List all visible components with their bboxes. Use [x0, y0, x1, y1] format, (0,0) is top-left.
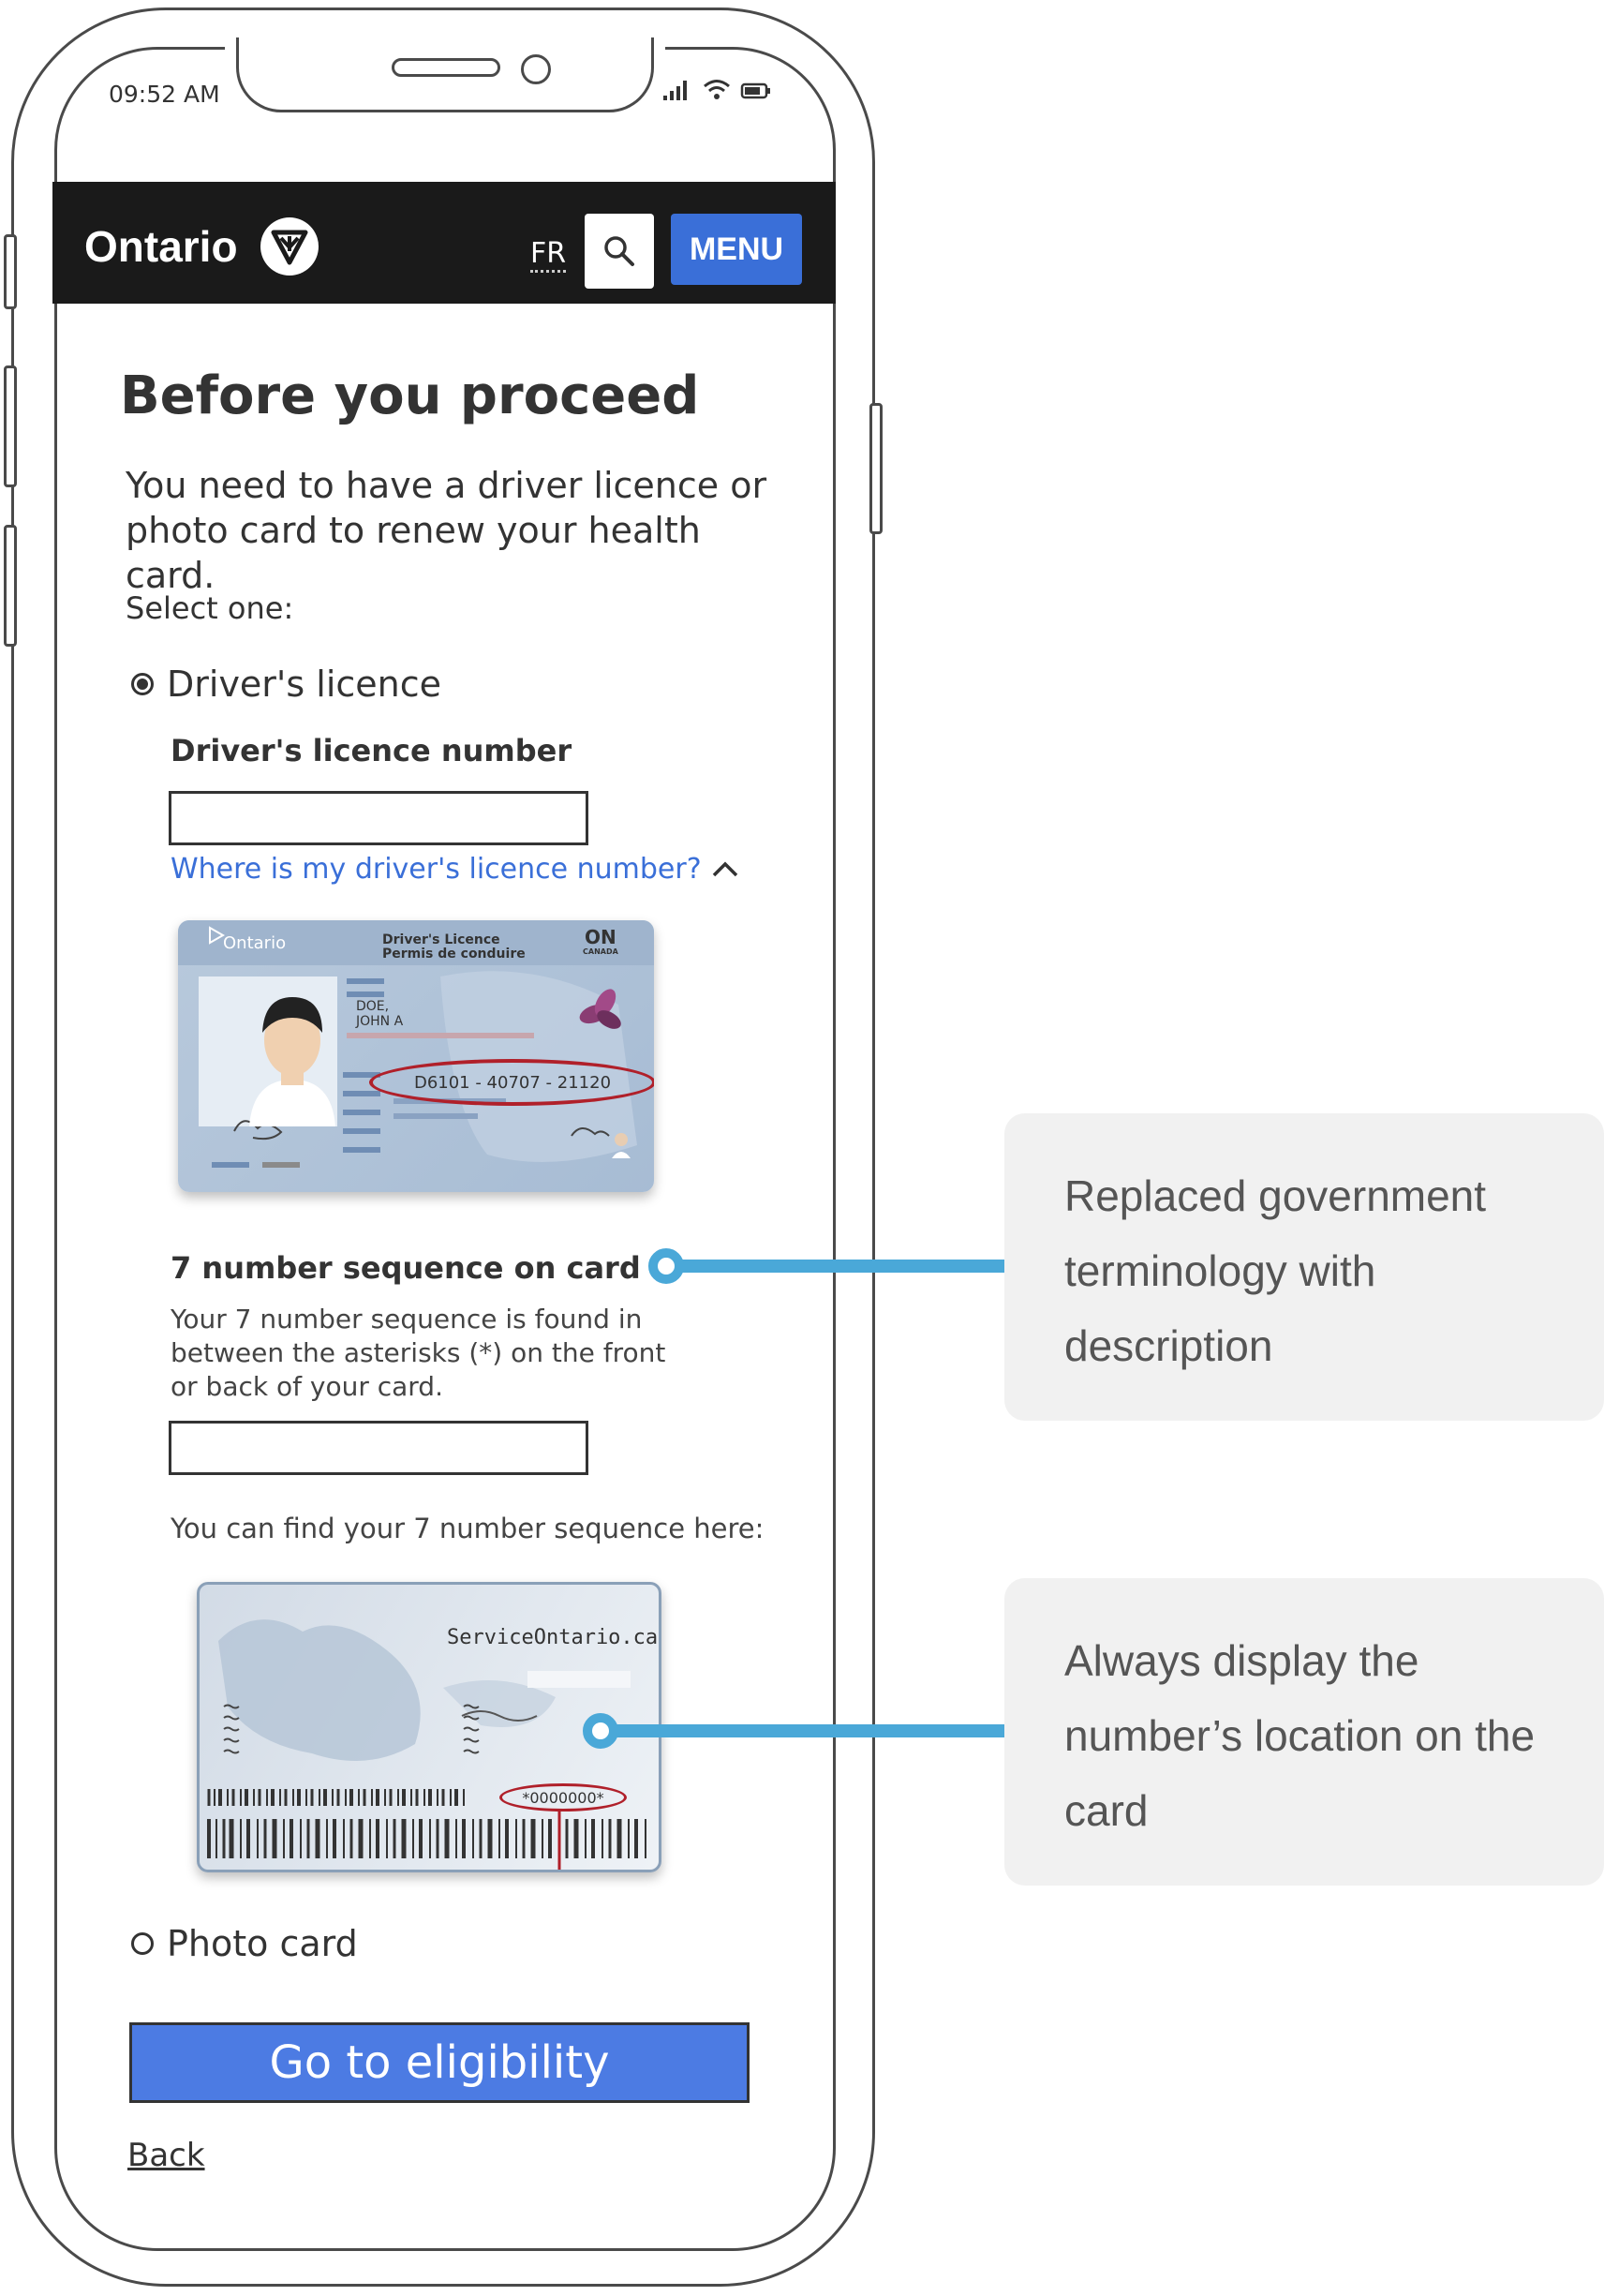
ghost-photo	[609, 1130, 633, 1158]
radio-unselected-icon[interactable]	[131, 1932, 154, 1955]
radio-photo-card[interactable]	[131, 1923, 358, 1964]
speaker	[392, 58, 500, 77]
search-icon	[602, 233, 637, 269]
front-camera	[521, 54, 551, 84]
sequence-input[interactable]	[169, 1421, 588, 1475]
trillium-logo-icon	[260, 217, 319, 276]
mute-switch	[4, 234, 17, 309]
radio-label: Photo card	[167, 1923, 358, 1964]
annotation-dot-2	[583, 1713, 618, 1749]
page-title: Before you proceed	[120, 365, 700, 426]
power-button	[869, 403, 883, 534]
licence-number-highlight: D6101 - 40707 - 21120	[369, 1059, 654, 1106]
go-to-eligibility-button[interactable]: Go to eligibility	[129, 2022, 750, 2103]
status-icons	[661, 77, 772, 101]
barcode-bottom	[209, 1819, 646, 1858]
volume-up-button	[4, 365, 17, 487]
licence-number-label: Driver's licence number	[171, 733, 572, 768]
select-label: Select one:	[126, 590, 294, 626]
radio-label: Driver's licence	[167, 663, 441, 705]
annotation-note-2: Always display the number’s location on the card	[1004, 1578, 1604, 1886]
card-name: DOE, JOHN A	[356, 999, 404, 1029]
search-button[interactable]	[585, 214, 654, 289]
licence-number-input[interactable]	[169, 791, 588, 845]
annotation-connector-2	[596, 1724, 1004, 1737]
ontario-logo-text[interactable]: Ontario	[84, 222, 238, 271]
trillium-flower-icon	[572, 980, 628, 1036]
intro-text: You need to have a driver licence or photo card to renew your health card.	[126, 465, 767, 596]
find-sequence-text: You can find your 7 number sequence here:	[171, 1513, 765, 1544]
radio-selected-icon[interactable]	[131, 673, 154, 695]
annotation-dot-1	[648, 1248, 684, 1284]
sequence-highlight: *0000000*	[499, 1783, 627, 1811]
sequence-help-text: Your 7 number sequence is found in between the asterisks (*) on the front or back of your card.	[171, 1304, 666, 1402]
annotation-connector-1	[667, 1260, 1004, 1273]
signal-icon	[661, 77, 693, 101]
barcode-top	[209, 1789, 464, 1806]
service-ontario-url: ServiceOntario.ca	[447, 1626, 659, 1649]
licence-help-link[interactable]	[171, 853, 739, 886]
help-link-label[interactable]: Where is my driver's licence number?	[171, 853, 702, 886]
portrait-photo	[262, 986, 347, 1098]
card-heading: Driver's Licence Permis de conduire	[382, 932, 526, 962]
back-link[interactable]: Back	[127, 2137, 205, 2174]
chevron-up-icon[interactable]	[711, 860, 739, 879]
volume-down-button	[4, 525, 17, 647]
language-toggle[interactable]: FR	[530, 238, 566, 273]
radio-drivers-licence[interactable]	[131, 663, 441, 705]
card-province: ON CANADA	[583, 926, 618, 956]
card-brand: Ontario	[223, 933, 287, 953]
licence-card-image	[178, 920, 654, 1192]
status-time: 09:52 AM	[109, 81, 220, 108]
menu-button[interactable]: MENU	[671, 214, 802, 285]
battery-icon	[740, 81, 772, 101]
sequence-label: 7 number sequence on card	[171, 1250, 641, 1286]
wifi-icon	[703, 77, 731, 101]
annotation-note-1: Replaced government terminology with description	[1004, 1113, 1604, 1421]
